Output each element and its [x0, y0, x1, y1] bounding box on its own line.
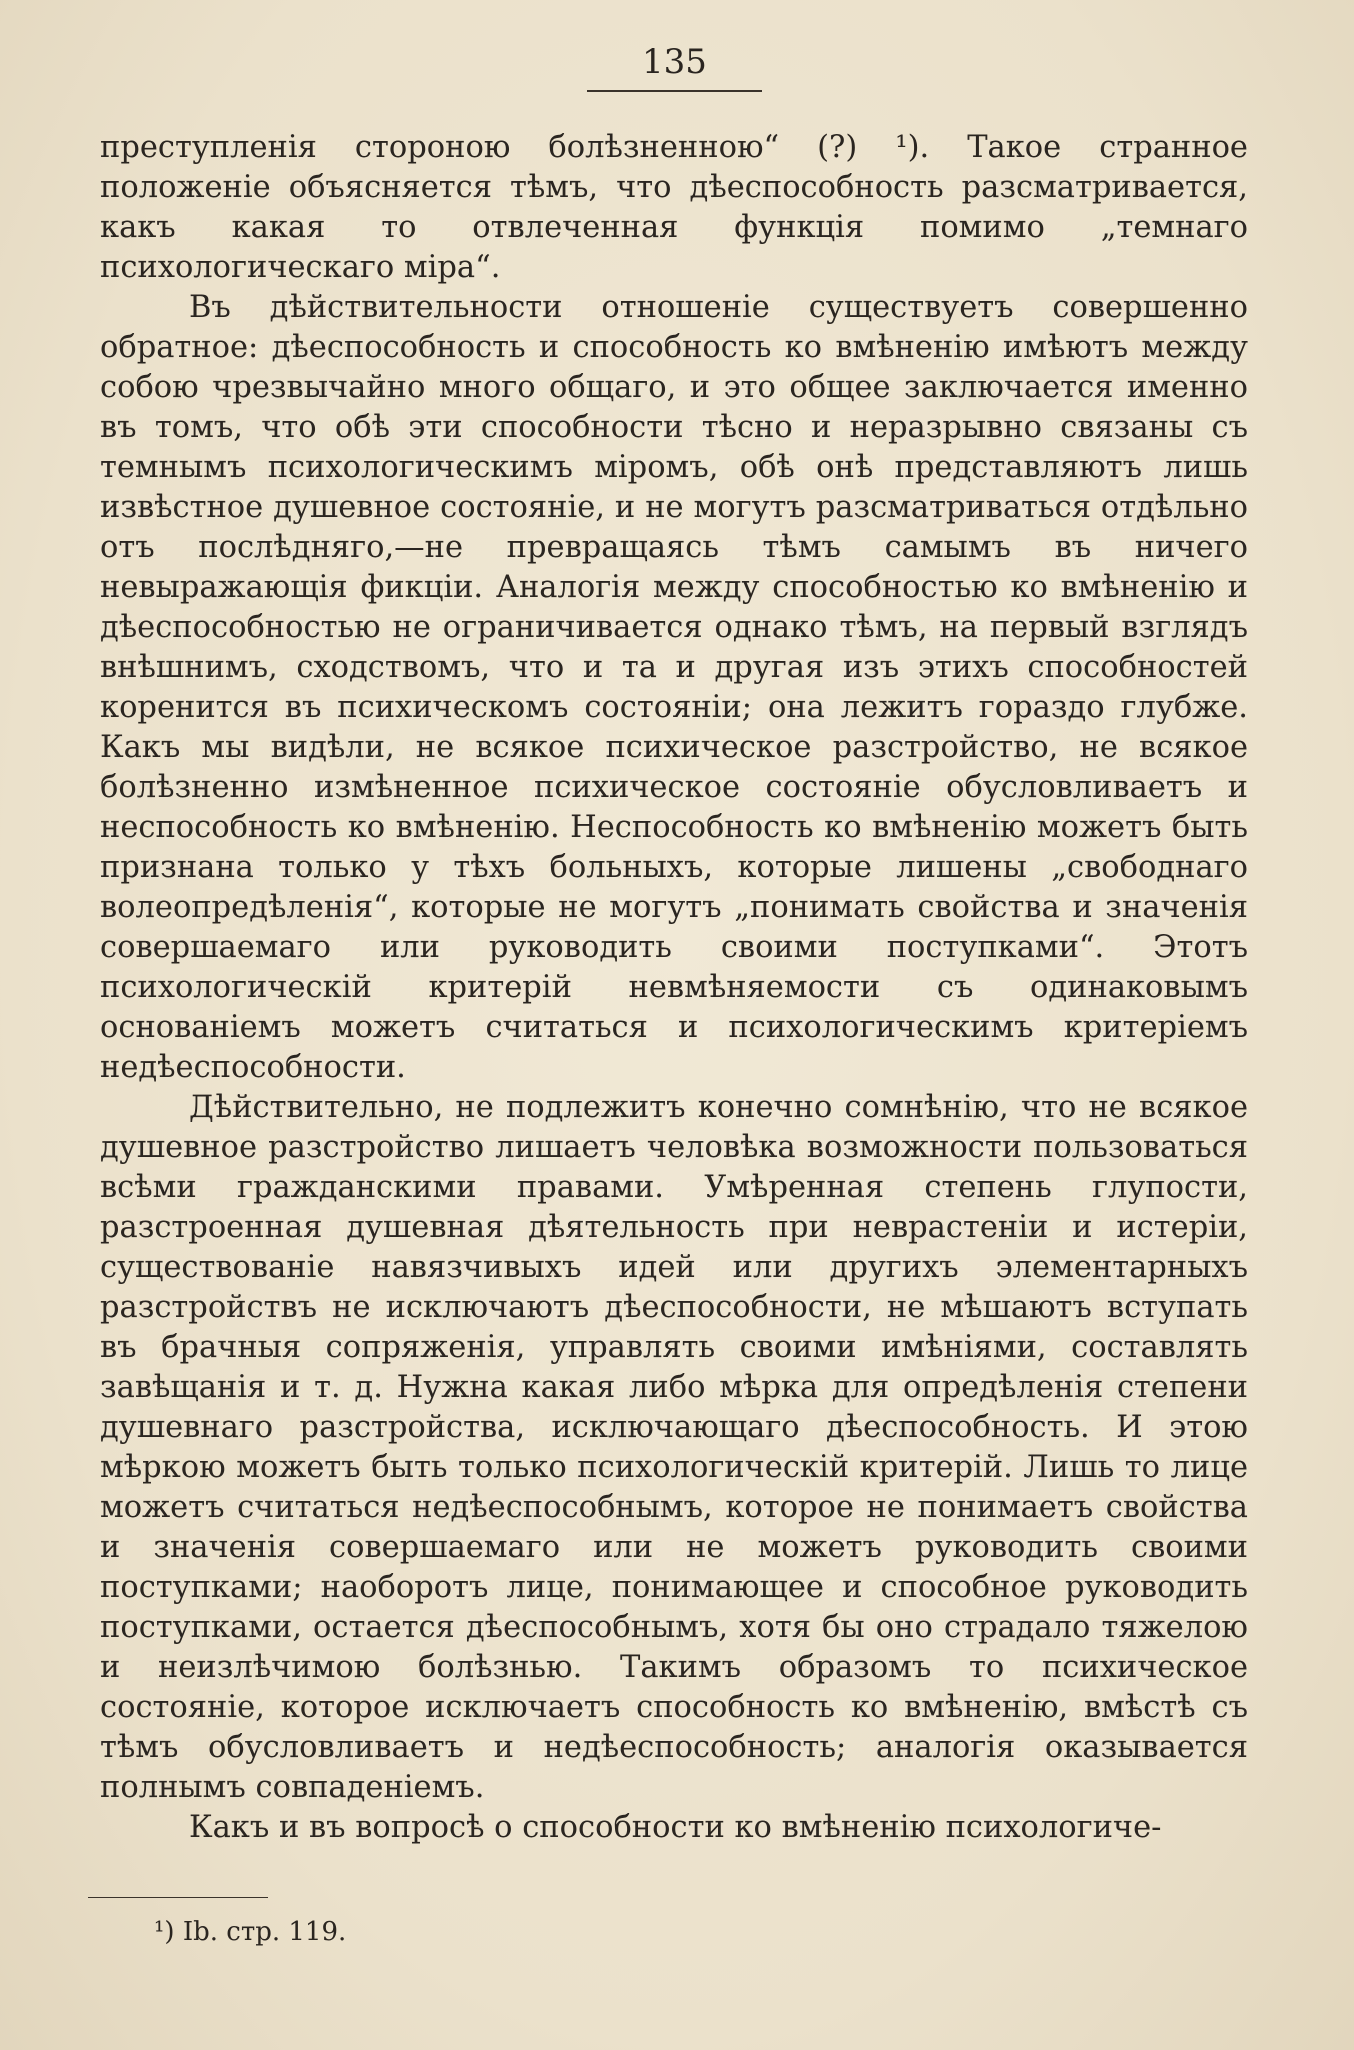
- paragraph-2: Въ дѣйствительности отношеніе существуетъ совершенно обратное: дѣеспособность и способность ко вмѣненію имѣютъ между собою чрезвычайно много общаго, и это общее заключается именно въ томъ, что обѣ эти способности тѣсно и неразрывно связаны съ темнымъ психологическимъ міромъ, обѣ онѣ представляютъ лишь извѣстное душевное состояніе, и не могутъ разсматриваться отдѣльно отъ послѣдняго,—не превращаясь тѣмъ самымъ въ ничего невыражающія фикціи. Аналогія между способностью ко вмѣненію и дѣеспособностью не ограничивается однако тѣмъ, на первый взглядъ внѣшнимъ, сходствомъ, что и та и другая изъ этихъ способностей коренится въ психическомъ состояніи; она лежитъ гораздо глубже. Какъ мы видѣли, не всякое психическое разстройство, не всякое болѣзненно измѣненное психическое состояніе обусловливаетъ и неспособность ко вмѣненію. Неспособность ко вмѣненію можетъ быть признана только у тѣхъ больныхъ, которые лишены „свободнаго волеопредѣленія“, которые не могутъ „понимать свойства и значенія совершаемаго или руководить своими поступками“. Этотъ психологическій критерій невмѣняемости съ одинаковымъ основаніемъ можетъ считаться и психологическимъ критеріемъ недѣеспособности.: [100, 290, 1248, 1085]
- footnote: ¹) Ib. стр. 119.: [154, 1917, 347, 1947]
- header-rule: [587, 90, 762, 92]
- body-text: [100, 128, 1248, 1848]
- paragraph-4: Какъ и въ вопросѣ о способности ко вмѣненію психологиче-: [189, 1810, 1162, 1845]
- footnote-rule: [88, 1897, 268, 1898]
- paragraph-3: Дѣйствительно, не подлежитъ конечно сомнѣнію, что не всякое душевное разстройство лишаетъ человѣка возможности пользоваться всѣми гражданскими правами. Умѣренная степень глупости, разстроенная душевная дѣятельность при неврастеніи и истеріи, существованіе навязчивыхъ идей или другихъ элементарныхъ разстройствъ не исключаютъ дѣеспособности, не мѣшаютъ вступать въ брачныя сопряженія, управлять своими имѣніями, составлять завѣщанія и т. д. Нужна какая либо мѣрка для опредѣленія степени душевнаго разстройства, исключающаго дѣеспособность. И этою мѣркою можетъ быть только психологическій критерій. Лишь то лице можетъ считаться недѣеспособнымъ, которое не понимаетъ свойства и значенія совершаемаго или не можетъ руководить своими поступками; наоборотъ лице, понимающее и способное руководить поступками, остается дѣеспособнымъ, хотя бы оно страдало тяжелою и неизлѣчимою болѣзнью. Такимъ образомъ то психическое состояніе, которое исключаетъ способность ко вмѣненію, вмѣстѣ съ тѣмъ обусловливаетъ и недѣеспособность; аналогія оказывается полнымъ совпаденіемъ.: [100, 1090, 1248, 1805]
- paragraph-1: преступленія стороною болѣзненною“ (?) ¹). Такое странное положеніе объясняется тѣмъ, что дѣеспособность разсматривается, какъ какая то отвлеченная функція помимо „темнаго психологическаго міра“.: [100, 130, 1248, 285]
- page-number: 135: [642, 42, 707, 82]
